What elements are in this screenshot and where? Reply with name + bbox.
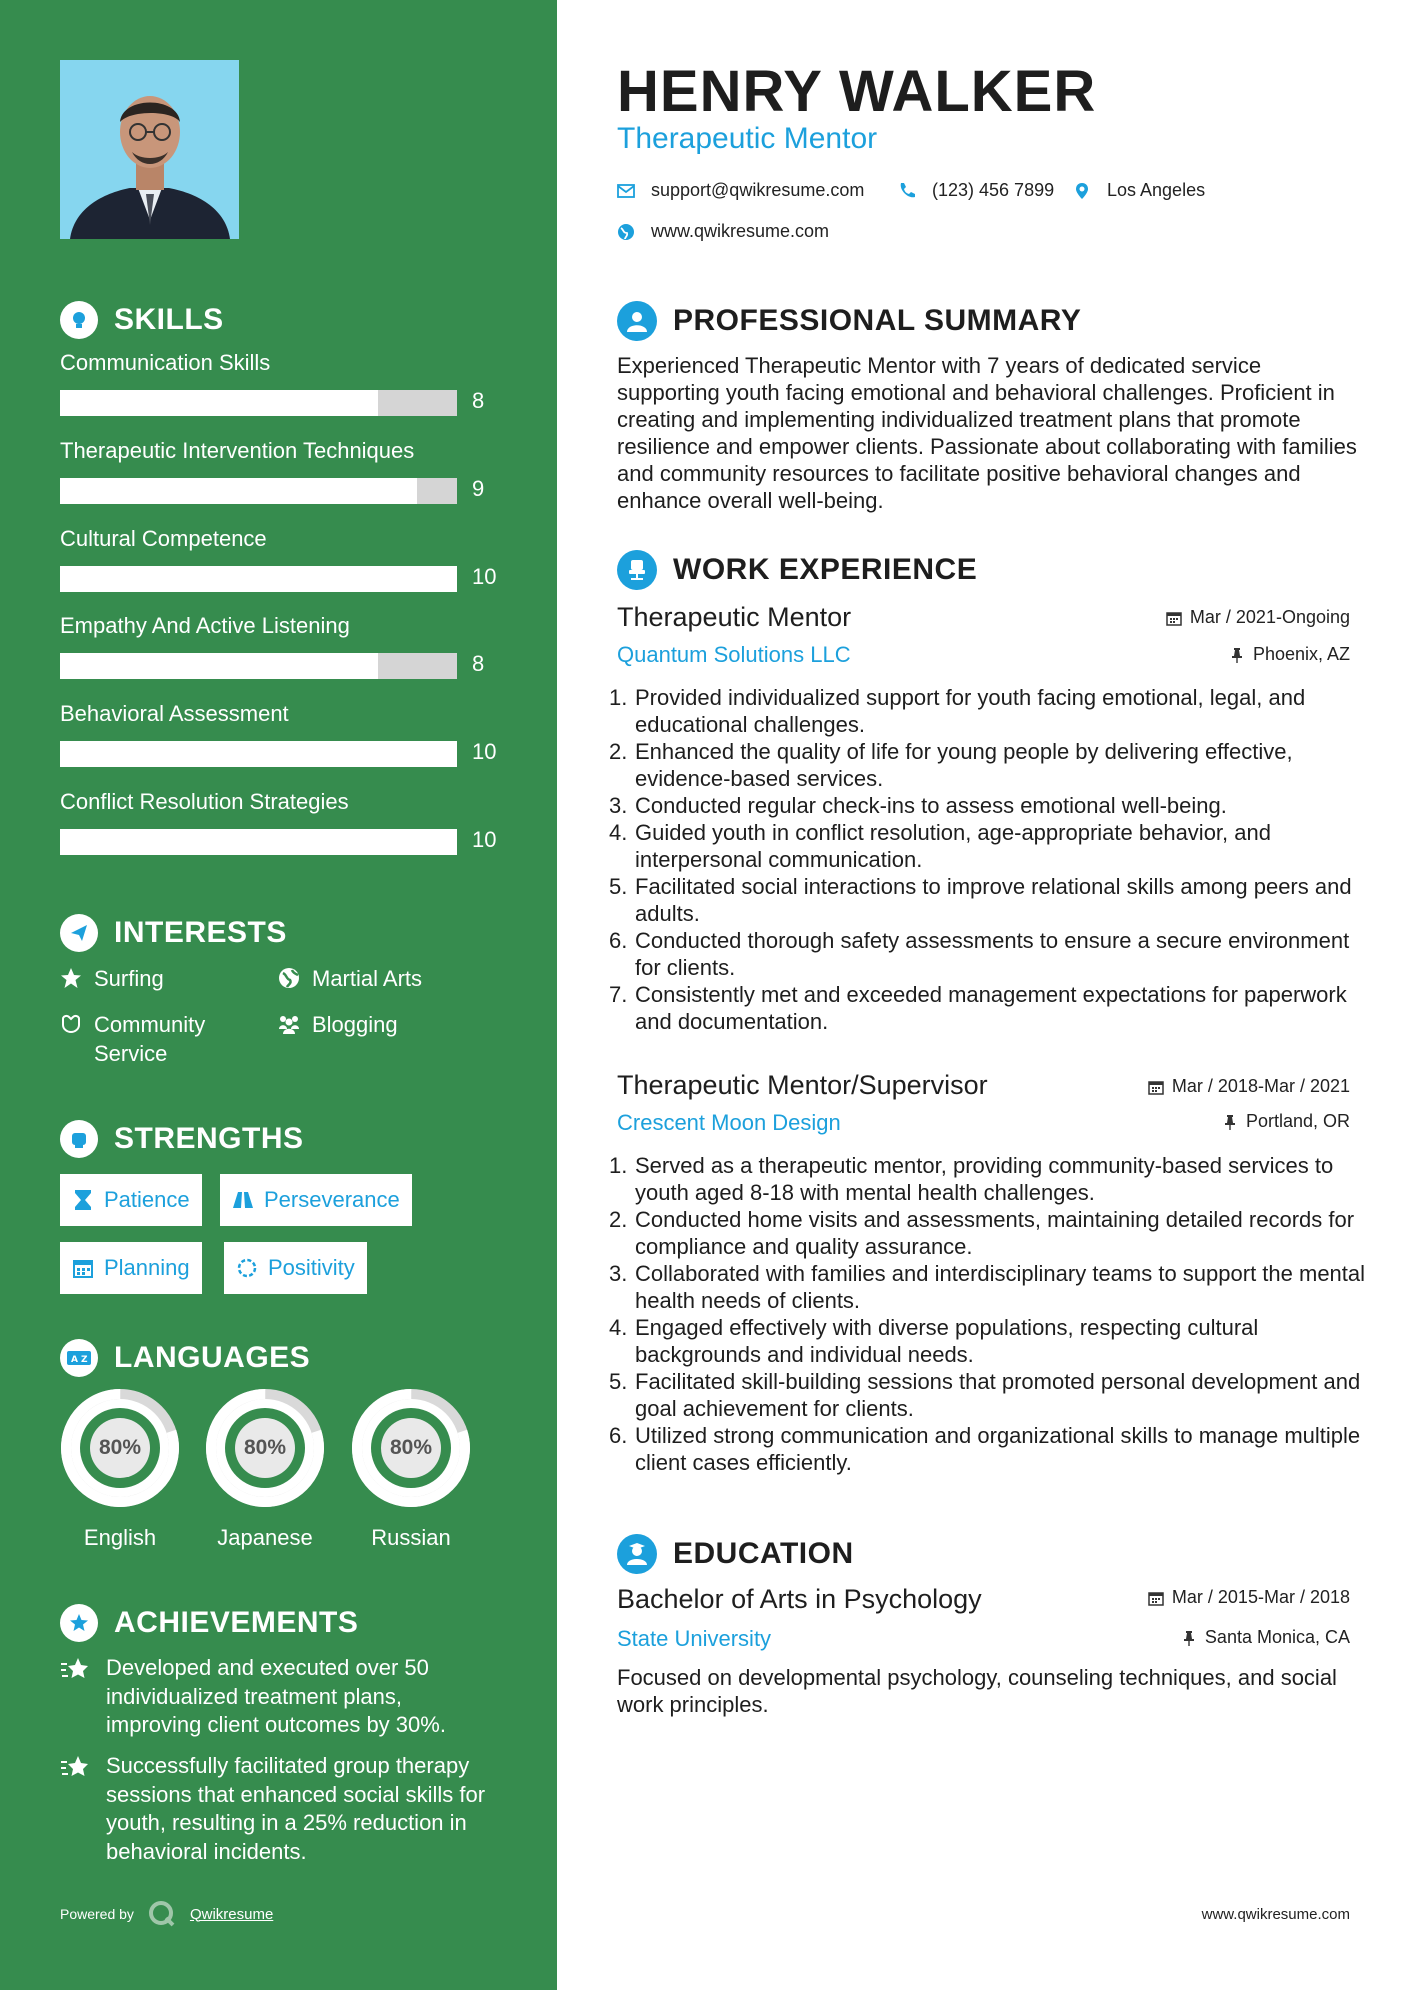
skills-heading: [60, 300, 224, 340]
calendar-icon: [1148, 1079, 1164, 1095]
interest-item: [60, 1010, 205, 1068]
job-dates-text: Mar / 2018-Mar / 2021: [1171, 1076, 1350, 1096]
office-chair-icon: [617, 550, 657, 590]
language-name: Japanese: [217, 1525, 313, 1550]
duty-item: [609, 927, 1367, 981]
skill-item: [60, 348, 500, 413]
duty-number: 6.: [609, 928, 628, 953]
education-location-text: Santa Monica, CA: [1204, 1627, 1350, 1647]
language-icon: [60, 1339, 98, 1377]
summary-heading: [617, 300, 1081, 342]
group-icon: [278, 1013, 300, 1035]
language-item: [59, 1387, 181, 1551]
job-dates: [1166, 607, 1350, 628]
job-dates: [1148, 1076, 1350, 1097]
education-dates: [1148, 1587, 1350, 1608]
skill-item: [60, 611, 500, 676]
qwikresume-link[interactable]: Qwikresume: [189, 1905, 274, 1923]
experience-heading: [617, 549, 977, 591]
education-school: State University: [617, 1626, 772, 1651]
interest-item: [278, 1010, 398, 1039]
duty-number: 1.: [609, 1153, 628, 1178]
website-text: www.qwikresume.com: [651, 221, 830, 241]
duty-number: 4.: [609, 1315, 628, 1340]
duty-item: [609, 1206, 1367, 1260]
powered-by-label: Powered by: [60, 1906, 134, 1922]
skill-bar-fill: [60, 390, 378, 416]
duty-item: [609, 738, 1367, 792]
duty-item: [609, 1422, 1367, 1476]
calendar-icon: [1166, 610, 1182, 626]
language-percent: 80%: [243, 1436, 287, 1459]
skill-bar-fill: [60, 478, 417, 504]
duty-text: Conducted thorough safety assessments to ensure a secure environment for clients.: [635, 928, 1350, 980]
duty-text: Conducted home visits and assessments, maintaining detailed records for compliance and quality assurance.: [635, 1207, 1355, 1259]
language-name: English: [83, 1525, 157, 1550]
skills-title: SKILLS: [114, 303, 224, 336]
job-location-text: Phoenix, AZ: [1252, 644, 1350, 664]
award-star-icon: [60, 1604, 98, 1642]
job-duties: [609, 1152, 1367, 1476]
hourglass-icon: [72, 1189, 94, 1211]
strength-label: Planning: [104, 1255, 190, 1280]
duty-number: 2.: [609, 1207, 628, 1232]
interest-item: [60, 964, 164, 993]
achievement-text: Developed and executed over 50 individualized treatment plans, improving client outcomes by 30%.: [106, 1655, 446, 1737]
language-name: Russian: [371, 1525, 451, 1550]
job-title: Therapeutic Mentor/Supervisor: [617, 1070, 988, 1100]
svg-text:A: A: [71, 1355, 78, 1365]
duty-item: [609, 1368, 1367, 1422]
language-percent: 80%: [389, 1436, 433, 1459]
contact-email[interactable]: [617, 180, 864, 201]
duty-item: [609, 873, 1367, 927]
candidate-name: HENRY WALKER: [617, 59, 1097, 124]
education-location: [1181, 1627, 1350, 1648]
duty-number: 5.: [609, 874, 628, 899]
road-icon: [232, 1189, 254, 1211]
star-burst-icon: [60, 1754, 92, 1782]
education-title: EDUCATION: [673, 1537, 854, 1570]
education-dates-text: Mar / 2015-Mar / 2018: [1171, 1587, 1350, 1607]
skill-value: 10: [472, 564, 497, 589]
star-icon: [60, 967, 82, 989]
skill-bar-fill: [60, 566, 457, 592]
interests-title: INTERESTS: [114, 916, 287, 949]
duty-text: Facilitated skill-building sessions that promoted personal development and goal achievement for clients.: [635, 1369, 1361, 1421]
sidebar: [0, 0, 557, 1990]
contact-website[interactable]: [617, 221, 829, 242]
duty-number: 5.: [609, 1369, 628, 1394]
interest-label: Blogging: [312, 1012, 398, 1037]
experience-title: WORK EXPERIENCE: [673, 553, 978, 586]
duty-text: Served as a therapeutic mentor, providing community-based services to youth aged 8-18 with mental health challenges.: [635, 1153, 1334, 1205]
duty-text: Guided youth in conflict resolution, age-appropriate behavior, and interpersonal communication.: [635, 820, 1271, 872]
education-description: Focused on developmental psychology, counseling techniques, and social work principles.: [617, 1665, 1337, 1717]
duty-text: Provided individualized support for youth facing emotional, legal, and educational challenges.: [635, 685, 1306, 737]
strength-label: Positivity: [268, 1255, 355, 1280]
footer-url[interactable]: www.qwikresume.com: [1201, 1906, 1350, 1923]
skill-value: 9: [472, 476, 485, 501]
achievement-item: [60, 1654, 500, 1740]
duty-number: 4.: [609, 820, 628, 845]
duty-item: [609, 684, 1367, 738]
languages-title: LANGUAGES: [114, 1341, 311, 1374]
skill-bar-fill: [60, 829, 457, 855]
contact-location: [1073, 180, 1205, 201]
main-content: [557, 0, 1407, 1990]
achievement-item: [60, 1752, 500, 1866]
duty-number: 7.: [609, 982, 628, 1007]
duty-text: Facilitated social interactions to improve relational skills among peers and adults.: [635, 874, 1352, 926]
skill-value: 8: [472, 651, 485, 676]
achievement-text: Successfully facilitated group therapy sessions that enhanced social skills for youth, resulting in a 25% reduction in behavioral incidents.: [106, 1753, 486, 1864]
duty-number: 1.: [609, 685, 628, 710]
powered-by: [60, 1900, 273, 1928]
job-company: Crescent Moon Design: [617, 1110, 841, 1135]
job-location-text: Portland, OR: [1245, 1111, 1350, 1131]
profile-photo: [60, 60, 239, 239]
interest-label: Community Service: [94, 1012, 206, 1066]
duty-item: [609, 792, 1367, 819]
strength-tag: [220, 1174, 412, 1226]
heart-hand-icon: [60, 1013, 82, 1035]
job-duties: [609, 684, 1367, 1035]
language-item: [350, 1387, 472, 1551]
language-ring: [350, 1387, 472, 1509]
skill-item: [60, 787, 500, 852]
strength-tag: [60, 1242, 202, 1294]
envelope-icon: [617, 182, 635, 200]
skill-label: Behavioral Assessment: [60, 701, 289, 726]
globe-icon: [617, 223, 635, 241]
skill-label: Empathy And Active Listening: [60, 613, 350, 638]
strength-tag: [224, 1242, 367, 1294]
skill-item: [60, 524, 500, 589]
language-percent: 80%: [98, 1436, 142, 1459]
phone-icon: [898, 182, 916, 200]
skill-value: 10: [472, 739, 497, 764]
skill-item: [60, 436, 500, 501]
strength-label: Patience: [104, 1187, 190, 1212]
strengths-heading: [60, 1119, 304, 1159]
strength-tag: [60, 1174, 202, 1226]
fist-icon: [60, 1120, 98, 1158]
skill-label: Conflict Resolution Strategies: [60, 789, 349, 814]
map-pin-icon: [1073, 182, 1091, 200]
duty-item: [609, 1314, 1367, 1368]
calendar-icon: [1148, 1590, 1164, 1606]
email-text: support@qwikresume.com: [651, 180, 865, 200]
globe-icon: [278, 967, 300, 989]
summary-text: Experienced Therapeutic Mentor with 7 years of dedicated service supporting youth facing emotional and behavioral challenges. Proficient in creating and implementing individualized treatment plans that promote resilience and empower clients. Passionate about collaborating with families and community resources to facilitate positive behavioral changes and enhance overall well-being.: [617, 353, 1357, 513]
achievements-title: ACHIEVEMENTS: [114, 1606, 359, 1639]
languages-heading: [60, 1338, 310, 1378]
star-burst-icon: [60, 1656, 92, 1684]
skill-value: 8: [472, 388, 485, 413]
duty-number: 3.: [609, 1261, 628, 1286]
interest-label: Surfing: [94, 966, 164, 991]
skill-bar: [60, 478, 457, 504]
svg-text:Z: Z: [81, 1355, 88, 1365]
skill-bar: [60, 829, 457, 855]
education-degree: Bachelor of Arts in Psychology: [617, 1584, 982, 1614]
candidate-title: Therapeutic Mentor: [617, 122, 878, 155]
duty-item: [609, 1152, 1367, 1206]
interest-label: Martial Arts: [312, 966, 423, 991]
education-heading: [617, 1533, 854, 1575]
language-item: [204, 1387, 326, 1551]
duty-number: 3.: [609, 793, 628, 818]
skill-bar: [60, 741, 457, 767]
duty-item: [609, 819, 1367, 873]
paper-plane-icon: [60, 914, 98, 952]
calendar-icon: [72, 1257, 94, 1279]
strength-label: Perseverance: [264, 1187, 400, 1212]
duty-item: [609, 1260, 1367, 1314]
summary-title: PROFESSIONAL SUMMARY: [673, 304, 1082, 337]
interests-heading: [60, 913, 287, 953]
qwikresume-logo-icon: [148, 1900, 176, 1928]
job-location: [1222, 1111, 1350, 1132]
skill-label: Therapeutic Intervention Techniques: [60, 438, 415, 463]
skill-label: Communication Skills: [60, 350, 271, 375]
language-ring: [59, 1387, 181, 1509]
duty-number: 6.: [609, 1423, 628, 1448]
phone-text: (123) 456 7899: [932, 180, 1055, 200]
duty-text: Utilized strong communication and organizational skills to manage multiple client cases efficiently.: [635, 1423, 1361, 1475]
duty-item: [609, 981, 1367, 1035]
job-dates-text: Mar / 2021-Ongoing: [1189, 607, 1350, 627]
skill-value: 10: [472, 827, 497, 852]
contact-phone[interactable]: [898, 180, 1054, 201]
skill-bar: [60, 653, 457, 679]
location-text: Los Angeles: [1107, 180, 1206, 200]
pushpin-icon: [1222, 1114, 1238, 1130]
interest-item: [278, 964, 422, 993]
job-title: Therapeutic Mentor: [617, 602, 852, 632]
skill-bar-fill: [60, 653, 378, 679]
skill-bar-fill: [60, 741, 457, 767]
duty-text: Engaged effectively with diverse populations, respecting cultural backgrounds and individual needs.: [635, 1315, 1259, 1367]
pushpin-icon: [1181, 1630, 1197, 1646]
duty-text: Collaborated with families and interdisciplinary teams to support the mental health needs of clients.: [635, 1261, 1366, 1313]
user-icon: [617, 301, 657, 341]
pushpin-icon: [1229, 647, 1245, 663]
duty-text: Conducted regular check-ins to assess emotional well-being.: [635, 793, 1227, 818]
skill-item: [60, 699, 500, 764]
skill-bar: [60, 390, 457, 416]
skill-bar: [60, 566, 457, 592]
duty-text: Enhanced the quality of life for young people by delivering effective, evidence-based services.: [635, 739, 1293, 791]
strengths-title: STRENGTHS: [114, 1122, 304, 1155]
achievements-heading: [60, 1603, 358, 1643]
skill-label: Cultural Competence: [60, 526, 267, 551]
graduate-icon: [617, 1534, 657, 1574]
language-ring: [204, 1387, 326, 1509]
circle-notch-icon: [236, 1257, 258, 1279]
duty-text: Consistently met and exceeded management expectations for paperwork and documentation.: [635, 982, 1347, 1034]
job-company: Quantum Solutions LLC: [617, 642, 851, 667]
duty-number: 2.: [609, 739, 628, 764]
job-location: [1229, 644, 1350, 665]
lightbulb-icon: [60, 301, 98, 339]
